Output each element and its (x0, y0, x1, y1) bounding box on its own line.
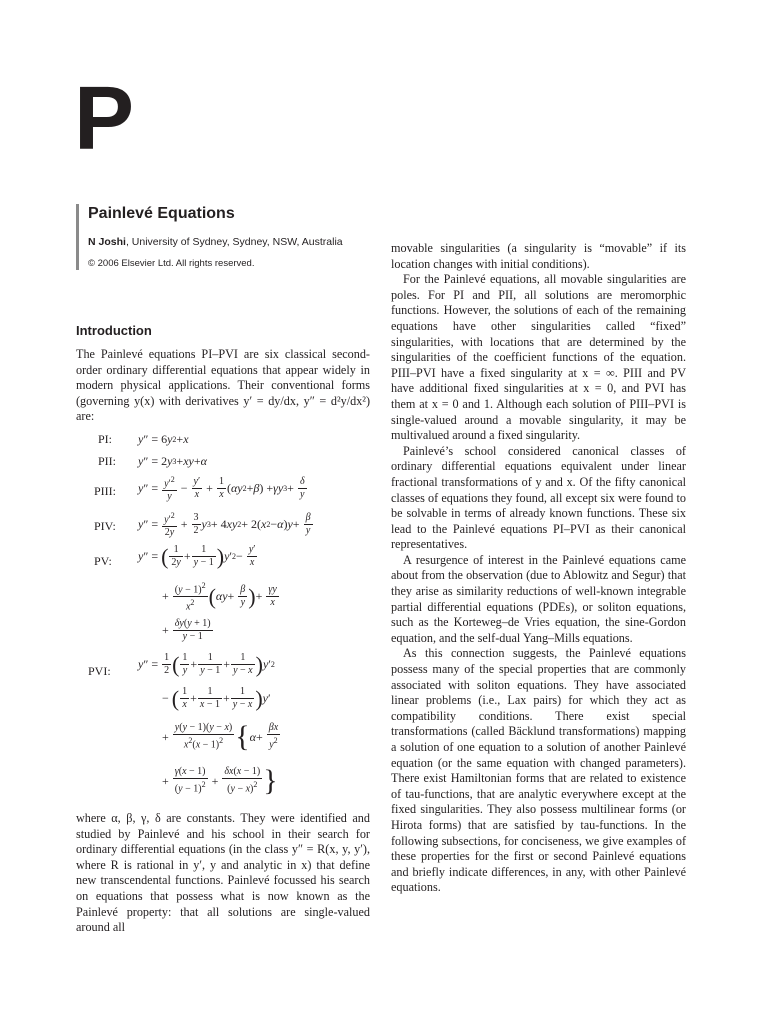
intro-paragraph-2 (76, 811, 370, 936)
equation-p5-line1: y ″ = ( $\frac{1}{2y}$ + $\frac{1}{y - 1}$ ) y ′ 2 − $\frac{y'}{x}$ (138, 543, 256, 569)
right-paragraph-1: movable singularities (a singularity is “movable” if its location changes with initial conditions). (391, 241, 686, 271)
copyright-notice: © 2006 Elsevier Ltd. All rights reserved. (88, 258, 255, 269)
eq-label-p6: PVI: (88, 664, 111, 678)
right-paragraph-5: As this connection suggests, the Painlevé equations possess many of the special properties that are commonly associated with soliton equations. They have associated linear problems (i.e., Lax pairs) for which they act as compatibility conditions. There exist special transformations (called Bäcklund transformations) mapping a solution of one equation to a solution of another Painlevé equation (or the same equation with changed parameters). There exist Hamiltonian forms that are related to existence of tau-functions, that are analytic everywhere except at the fixed singularities. They also possess multilinear forms (or Hirota forms) that are satisfied by tau-functions. In the following subsections, for conciseness, we give examples of these properties for the first or second Painlevé equations and briefly indicate differences, in any, with other Painlevé equations. (391, 646, 686, 895)
right-paragraph-2: For the Painlevé equations, all movable singularities are poles. For PI and PII, all solutions are meromorphic functions. However, the solutions of each of the remaining equations have other singularities called “fixed” singularities, with locations that are determined by the singularities of the coefficient functions of the equation. PIII–PVI have a fixed singularity at x = ∞. PIII and PV have additional fixed singularities at x = 0, and PVI has them at x = 0 and 1. Although each solution of PIII–PVI is single-valued around a movable singularity, it may be multivalued around a fixed singularity. (391, 272, 686, 443)
equation-p6-line3: + $\frac{y(y - 1)(y - x)}{x^2(x - 1)^2}$ { α + $\frac{\beta x}{y^2}$ (162, 720, 279, 753)
intro-text-1: The Painlevé equations PI–PVI are six classical second-order ordinary differential equations that appear widely in modern physical applications. Their conventional forms (governing y(x) with derivatives y′ = dy/dx, y″ = d²y/dx²) are: (76, 347, 370, 424)
right-column (391, 241, 686, 896)
equation-p1: y ″ = 6 y 2 + x (138, 432, 189, 446)
equation-p5-line2: + $\frac{(y - 1)^2}{x^2}$ ( αy + $\frac{\beta}{y}$ ) + $\frac{\gamma y}{x}$ (162, 581, 277, 613)
intro-text-2: where α, β, γ, δ are constants. They were identified and studied by Painlevé and his school in their search for ordinary differential equations (in the class y″ = R(x, y, y′), where R is rational in y′, y and analytic in x) that define new transcendental functions. Painlevé focussed his search on equations that possess what is now known as the Painlevé property: that all solutions are single-valued around all (76, 811, 370, 935)
author-line (88, 235, 388, 249)
equation-p5-line3: + $\frac{\delta y(y + 1)}{y - 1}$ (162, 618, 211, 642)
equation-p6-line2: − ( $\frac{1}{x}$ + $\frac{1}{x - 1}$ + $\frac{1}{y - x}$ ) y ′ (162, 685, 271, 711)
eq-label-p3: PIII: (94, 484, 116, 498)
eq-label-p2: PII: (98, 454, 116, 468)
equation-p6-line4: + $\frac{\gamma(x - 1)}{(y - 1)^2}$ + $\frac{\delta x(x - 1)}{(y - x)^2}$ } (162, 764, 278, 797)
equation-p6-line1: y ″ = $\frac{1}{2}$ ( $\frac{1}{y}$ + $\frac{1}{y - 1}$ + $\frac{1}{y - x}$ ) y ′ 2 (138, 651, 275, 677)
article-title: Painlevé Equations (88, 205, 235, 222)
author-name: N Joshi (88, 236, 126, 248)
right-paragraph-3: Painlevé’s school considered canonical classes of ordinary differential equations equivalent under linear fractional transformations of y and x. Of the fifty canonical classes of equations they found, all except six were found to be solvable in terms of already known functions. These six lead to the Painlevé equations PI–PVI as their canonical representatives. (391, 443, 686, 552)
section-heading-introduction: Introduction (76, 323, 152, 338)
eq-label-p5: PV: (94, 554, 112, 568)
right-paragraph-4: A resurgence of interest in the Painlevé equations came about from the observation (due to Ablowitz and Segur) that they arise as similarity reductions of well-known integrable partial differential equations (PDEs), or soliton equations, such as the Korteweg–de Vries equation, the sine-Gordon equation, and the self-dual Yang–Mills equations. (391, 552, 686, 645)
eq-label-p4: PIV: (94, 519, 116, 533)
section-letter: P (74, 69, 135, 169)
equation-p4: y ″ = $\frac{y'^2}{2y}$ + $\frac{3}{2}$ y 3 + 4 xy 2 + 2( x 2 − α ) y + $\frac{\beta}{y}$ (138, 511, 311, 539)
eq-label-p1: PI: (98, 432, 113, 446)
equation-p2: y ″ = 2 y 3 + xy + α (138, 454, 207, 468)
equation-p3: y ″ = $\frac{y'^2}{y}$ − $\frac{y'}{x}$ + $\frac{1}{x}$ ( αy 2 + β ) + γy 3 + $\frac{\delta}{y}$ (138, 475, 305, 503)
author-affiliation: , University of Sydney, Sydney, NSW, Australia (125, 236, 343, 248)
article-header (76, 204, 388, 270)
intro-paragraph-1 (76, 347, 370, 425)
